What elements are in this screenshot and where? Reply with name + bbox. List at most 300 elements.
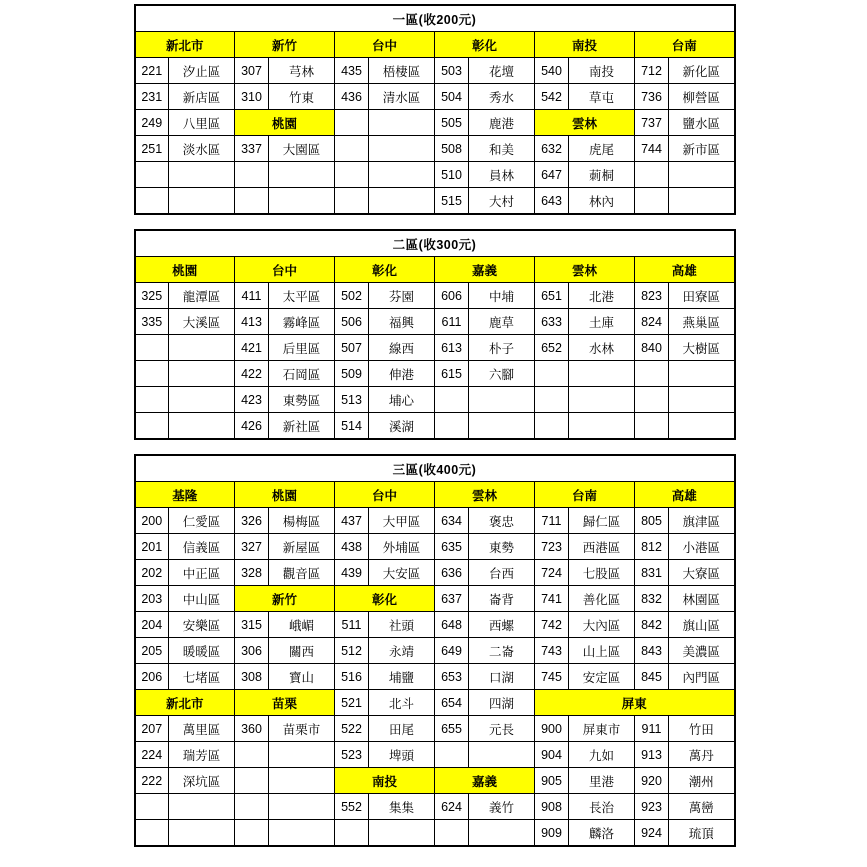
zip-code-cell: 327 — [235, 534, 269, 560]
district-name-cell: 小港區 — [669, 534, 735, 560]
district-name-cell — [669, 188, 735, 215]
zip-code-cell: 712 — [635, 58, 669, 84]
zip-code-cell: 634 — [435, 508, 469, 534]
zip-code-cell: 845 — [635, 664, 669, 690]
zone-table — [134, 4, 736, 215]
zip-code-cell: 307 — [235, 58, 269, 84]
county-subheader: 桃園 — [235, 110, 335, 136]
district-name-cell — [669, 387, 735, 413]
district-name-cell: 員林 — [469, 162, 535, 188]
zip-code-cell: 411 — [235, 283, 269, 309]
district-name-cell: 溪湖 — [369, 413, 435, 440]
county-header: 台南 — [535, 482, 635, 508]
district-name-cell: 草屯 — [569, 84, 635, 110]
district-name-cell: 萬里區 — [169, 716, 235, 742]
county-header: 桃園 — [235, 482, 335, 508]
district-name-cell — [369, 136, 435, 162]
zip-code-cell — [335, 162, 369, 188]
district-name-cell: 土庫 — [569, 309, 635, 335]
county-subheader: 苗栗 — [235, 690, 335, 716]
zip-code-cell — [235, 188, 269, 215]
zip-code-cell: 423 — [235, 387, 269, 413]
zip-code-cell: 421 — [235, 335, 269, 361]
district-name-cell: 外埔區 — [369, 534, 435, 560]
zip-code-cell — [135, 361, 169, 387]
zip-code-cell: 805 — [635, 508, 669, 534]
district-name-cell: 長治 — [569, 794, 635, 820]
zip-code-cell: 832 — [635, 586, 669, 612]
zip-code-cell: 843 — [635, 638, 669, 664]
zip-code-cell: 742 — [535, 612, 569, 638]
table-row — [135, 560, 735, 586]
district-name-cell: 七堵區 — [169, 664, 235, 690]
district-name-cell: 潮州 — [669, 768, 735, 794]
zip-code-cell: 513 — [335, 387, 369, 413]
district-name-cell: 花壇 — [469, 58, 535, 84]
county-subheader: 彰化 — [335, 586, 435, 612]
zip-code-cell: 824 — [635, 309, 669, 335]
county-header: 新竹 — [235, 32, 335, 58]
district-name-cell: 安定區 — [569, 664, 635, 690]
district-name-cell: 東勢 — [469, 534, 535, 560]
county-subheader: 雲林 — [535, 110, 635, 136]
district-name-cell: 瑞芳區 — [169, 742, 235, 768]
table-row — [135, 361, 735, 387]
county-header: 台中 — [235, 257, 335, 283]
zone-block — [134, 454, 734, 847]
zip-code-cell: 736 — [635, 84, 669, 110]
district-name-cell: 后里區 — [269, 335, 335, 361]
zip-code-cell: 651 — [535, 283, 569, 309]
zone-title-row — [135, 455, 735, 482]
district-name-cell: 里港 — [569, 768, 635, 794]
zip-code-cell — [535, 387, 569, 413]
district-name-cell: 福興 — [369, 309, 435, 335]
zip-code-cell: 909 — [535, 820, 569, 847]
county-header: 彰化 — [435, 32, 535, 58]
district-name-cell: 苗栗市 — [269, 716, 335, 742]
district-name-cell — [469, 387, 535, 413]
district-name-cell: 虎尾 — [569, 136, 635, 162]
zone-title: 一區(收200元) — [135, 5, 735, 32]
district-name-cell — [369, 110, 435, 136]
zones-container — [0, 4, 867, 847]
table-row — [135, 768, 735, 794]
zip-code-cell: 221 — [135, 58, 169, 84]
district-name-cell — [169, 162, 235, 188]
district-name-cell: 芎林 — [269, 58, 335, 84]
district-name-cell: 山上區 — [569, 638, 635, 664]
table-row — [135, 110, 735, 136]
zip-code-cell: 711 — [535, 508, 569, 534]
district-name-cell: 新店區 — [169, 84, 235, 110]
zip-code-cell: 905 — [535, 768, 569, 794]
district-name-cell: 龍潭區 — [169, 283, 235, 309]
district-name-cell: 萬巒 — [669, 794, 735, 820]
zip-code-cell — [135, 188, 169, 215]
zip-code-cell: 224 — [135, 742, 169, 768]
zip-code-cell: 508 — [435, 136, 469, 162]
table-row — [135, 162, 735, 188]
district-name-cell: 六腳 — [469, 361, 535, 387]
zip-code-cell — [335, 136, 369, 162]
zip-code-cell: 911 — [635, 716, 669, 742]
district-name-cell — [169, 387, 235, 413]
district-name-cell — [269, 820, 335, 847]
zip-code-cell: 206 — [135, 664, 169, 690]
zip-code-cell: 741 — [535, 586, 569, 612]
district-name-cell — [469, 413, 535, 440]
county-header: 雲林 — [535, 257, 635, 283]
zip-code-cell: 509 — [335, 361, 369, 387]
zip-code-cell: 506 — [335, 309, 369, 335]
zip-code-cell: 744 — [635, 136, 669, 162]
zip-code-cell — [435, 413, 469, 440]
zip-code-cell: 636 — [435, 560, 469, 586]
zip-code-cell: 325 — [135, 283, 169, 309]
district-name-cell: 新化區 — [669, 58, 735, 84]
district-name-cell: 集集 — [369, 794, 435, 820]
district-name-cell: 大寮區 — [669, 560, 735, 586]
table-row — [135, 508, 735, 534]
table-row — [135, 188, 735, 215]
zip-code-cell: 643 — [535, 188, 569, 215]
zip-code-cell: 920 — [635, 768, 669, 794]
zip-code-cell: 437 — [335, 508, 369, 534]
zip-code-cell: 249 — [135, 110, 169, 136]
district-name-cell — [269, 162, 335, 188]
zip-code-cell — [235, 742, 269, 768]
zip-code-cell — [135, 335, 169, 361]
county-header: 高雄 — [635, 257, 735, 283]
table-row — [135, 586, 735, 612]
zip-code-cell: 511 — [335, 612, 369, 638]
table-row — [135, 283, 735, 309]
zone-header-row — [135, 257, 735, 283]
zip-code-cell: 328 — [235, 560, 269, 586]
district-name-cell — [169, 820, 235, 847]
district-name-cell: 埔心 — [369, 387, 435, 413]
zip-code-cell: 438 — [335, 534, 369, 560]
zip-code-cell: 514 — [335, 413, 369, 440]
table-row — [135, 612, 735, 638]
district-name-cell: 清水區 — [369, 84, 435, 110]
zip-code-cell: 315 — [235, 612, 269, 638]
zip-code-cell: 649 — [435, 638, 469, 664]
district-name-cell: 大安區 — [369, 560, 435, 586]
table-row — [135, 84, 735, 110]
zip-code-cell: 923 — [635, 794, 669, 820]
district-name-cell: 田寮區 — [669, 283, 735, 309]
county-subheader: 新竹 — [235, 586, 335, 612]
table-row — [135, 335, 735, 361]
district-name-cell: 歸仁區 — [569, 508, 635, 534]
county-subheader: 南投 — [335, 768, 435, 794]
zip-code-cell — [635, 361, 669, 387]
table-row — [135, 534, 735, 560]
district-name-cell: 田尾 — [369, 716, 435, 742]
zip-code-cell: 200 — [135, 508, 169, 534]
district-name-cell — [369, 162, 435, 188]
district-name-cell — [469, 820, 535, 847]
table-row — [135, 58, 735, 84]
district-name-cell: 褒忠 — [469, 508, 535, 534]
zip-code-cell: 512 — [335, 638, 369, 664]
zip-code-cell: 924 — [635, 820, 669, 847]
district-name-cell: 旗山區 — [669, 612, 735, 638]
district-name-cell: 中山區 — [169, 586, 235, 612]
district-name-cell — [669, 361, 735, 387]
zip-code-cell: 231 — [135, 84, 169, 110]
zip-code-cell — [235, 162, 269, 188]
county-header: 高雄 — [635, 482, 735, 508]
zip-code-cell: 611 — [435, 309, 469, 335]
district-name-cell: 四湖 — [469, 690, 535, 716]
zip-code-cell: 202 — [135, 560, 169, 586]
zip-code-cell: 624 — [435, 794, 469, 820]
zip-code-cell — [235, 768, 269, 794]
district-name-cell — [169, 335, 235, 361]
county-header: 台中 — [335, 482, 435, 508]
district-name-cell: 大園區 — [269, 136, 335, 162]
zip-code-cell: 723 — [535, 534, 569, 560]
district-name-cell: 伸港 — [369, 361, 435, 387]
district-name-cell: 永靖 — [369, 638, 435, 664]
zip-code-cell: 435 — [335, 58, 369, 84]
county-header: 台中 — [335, 32, 435, 58]
zip-code-cell: 606 — [435, 283, 469, 309]
district-name-cell: 鹿港 — [469, 110, 535, 136]
district-name-cell: 柳營區 — [669, 84, 735, 110]
district-name-cell: 大甲區 — [369, 508, 435, 534]
district-name-cell: 仁愛區 — [169, 508, 235, 534]
district-name-cell — [369, 188, 435, 215]
zip-code-cell: 737 — [635, 110, 669, 136]
district-name-cell: 莿桐 — [569, 162, 635, 188]
zip-code-cell — [635, 413, 669, 440]
zip-code-cell: 655 — [435, 716, 469, 742]
district-name-cell: 七股區 — [569, 560, 635, 586]
zip-code-cell: 840 — [635, 335, 669, 361]
zip-code-cell: 724 — [535, 560, 569, 586]
district-name-cell — [369, 820, 435, 847]
zone-block — [134, 229, 734, 440]
district-name-cell: 崙背 — [469, 586, 535, 612]
district-name-cell: 中正區 — [169, 560, 235, 586]
table-row — [135, 664, 735, 690]
table-row — [135, 716, 735, 742]
zip-code-cell — [535, 413, 569, 440]
district-name-cell: 南投 — [569, 58, 635, 84]
zip-code-cell: 413 — [235, 309, 269, 335]
county-header: 彰化 — [335, 257, 435, 283]
district-name-cell: 線西 — [369, 335, 435, 361]
zip-code-cell: 745 — [535, 664, 569, 690]
district-name-cell — [269, 768, 335, 794]
district-name-cell: 內門區 — [669, 664, 735, 690]
zip-code-cell — [135, 413, 169, 440]
district-name-cell: 信義區 — [169, 534, 235, 560]
zip-code-cell: 842 — [635, 612, 669, 638]
county-header: 嘉義 — [435, 257, 535, 283]
district-name-cell: 北港 — [569, 283, 635, 309]
district-name-cell — [169, 361, 235, 387]
zip-code-cell: 648 — [435, 612, 469, 638]
zip-code-cell: 306 — [235, 638, 269, 664]
zip-code-cell: 635 — [435, 534, 469, 560]
zip-code-cell: 207 — [135, 716, 169, 742]
zip-code-cell: 542 — [535, 84, 569, 110]
zip-code-cell — [335, 820, 369, 847]
district-name-cell: 美濃區 — [669, 638, 735, 664]
district-name-cell: 汐止區 — [169, 58, 235, 84]
district-name-cell: 太平區 — [269, 283, 335, 309]
zip-code-cell: 439 — [335, 560, 369, 586]
district-name-cell: 石岡區 — [269, 361, 335, 387]
zip-code-cell: 502 — [335, 283, 369, 309]
district-name-cell — [169, 413, 235, 440]
district-name-cell: 九如 — [569, 742, 635, 768]
zip-code-cell: 204 — [135, 612, 169, 638]
district-name-cell: 台西 — [469, 560, 535, 586]
zip-code-cell: 308 — [235, 664, 269, 690]
district-name-cell: 竹東 — [269, 84, 335, 110]
zone-title-row — [135, 5, 735, 32]
zip-code-cell: 637 — [435, 586, 469, 612]
zip-code-cell: 310 — [235, 84, 269, 110]
zip-code-cell: 503 — [435, 58, 469, 84]
zip-code-cell: 900 — [535, 716, 569, 742]
district-name-cell: 新社區 — [269, 413, 335, 440]
district-name-cell: 水林 — [569, 335, 635, 361]
county-header: 桃園 — [135, 257, 235, 283]
county-header: 新北市 — [135, 32, 235, 58]
zip-code-cell: 360 — [235, 716, 269, 742]
district-name-cell: 竹田 — [669, 716, 735, 742]
zip-code-cell: 523 — [335, 742, 369, 768]
zip-code-cell: 522 — [335, 716, 369, 742]
zip-code-cell: 743 — [535, 638, 569, 664]
zip-code-cell: 904 — [535, 742, 569, 768]
district-name-cell: 琉頂 — [669, 820, 735, 847]
table-row — [135, 794, 735, 820]
district-name-cell — [169, 188, 235, 215]
zip-code-cell: 823 — [635, 283, 669, 309]
zip-code-cell — [335, 188, 369, 215]
zip-code-cell — [235, 820, 269, 847]
zip-code-cell: 654 — [435, 690, 469, 716]
district-name-cell: 口湖 — [469, 664, 535, 690]
zone-title: 二區(收300元) — [135, 230, 735, 257]
district-name-cell: 峨嵋 — [269, 612, 335, 638]
zone-block — [134, 4, 734, 215]
county-subheader: 新北市 — [135, 690, 235, 716]
zip-code-cell: 652 — [535, 335, 569, 361]
zip-code-cell: 647 — [535, 162, 569, 188]
zip-code-cell: 251 — [135, 136, 169, 162]
table-row — [135, 820, 735, 847]
district-name-cell: 朴子 — [469, 335, 535, 361]
zip-code-cell — [135, 820, 169, 847]
zone-title-row — [135, 230, 735, 257]
district-name-cell: 新屋區 — [269, 534, 335, 560]
district-name-cell: 萬丹 — [669, 742, 735, 768]
district-name-cell: 西港區 — [569, 534, 635, 560]
zip-code-cell — [335, 110, 369, 136]
zip-code-cell: 615 — [435, 361, 469, 387]
district-name-cell: 淡水區 — [169, 136, 235, 162]
zip-code-cell: 510 — [435, 162, 469, 188]
district-name-cell: 大溪區 — [169, 309, 235, 335]
district-name-cell: 楊梅區 — [269, 508, 335, 534]
table-row — [135, 638, 735, 664]
zip-code-cell: 201 — [135, 534, 169, 560]
zip-code-cell — [435, 387, 469, 413]
zip-code-cell: 337 — [235, 136, 269, 162]
zip-code-cell: 908 — [535, 794, 569, 820]
zip-code-cell: 203 — [135, 586, 169, 612]
district-name-cell: 善化區 — [569, 586, 635, 612]
district-name-cell: 霧峰區 — [269, 309, 335, 335]
district-name-cell — [569, 387, 635, 413]
table-row — [135, 309, 735, 335]
table-row — [135, 387, 735, 413]
district-name-cell: 寶山 — [269, 664, 335, 690]
zip-code-cell: 812 — [635, 534, 669, 560]
zip-code-cell — [135, 794, 169, 820]
zip-code-cell: 653 — [435, 664, 469, 690]
district-name-cell: 社頭 — [369, 612, 435, 638]
district-name-cell: 埤頭 — [369, 742, 435, 768]
district-name-cell: 中埔 — [469, 283, 535, 309]
district-name-cell — [569, 413, 635, 440]
district-name-cell: 大樹區 — [669, 335, 735, 361]
district-name-cell: 西螺 — [469, 612, 535, 638]
zone-header-row — [135, 32, 735, 58]
district-name-cell: 和美 — [469, 136, 535, 162]
district-name-cell: 暖暖區 — [169, 638, 235, 664]
zone-header-row — [135, 482, 735, 508]
zip-code-cell — [135, 162, 169, 188]
district-name-cell: 元長 — [469, 716, 535, 742]
district-name-cell: 深坑區 — [169, 768, 235, 794]
district-name-cell: 北斗 — [369, 690, 435, 716]
district-name-cell: 燕巢區 — [669, 309, 735, 335]
district-name-cell: 東勢區 — [269, 387, 335, 413]
district-name-cell — [669, 413, 735, 440]
zone-table — [134, 454, 736, 847]
zip-code-cell: 521 — [335, 690, 369, 716]
table-row — [135, 742, 735, 768]
district-name-cell — [269, 188, 335, 215]
district-name-cell: 埔鹽 — [369, 664, 435, 690]
zip-code-cell: 326 — [235, 508, 269, 534]
district-name-cell — [669, 162, 735, 188]
zip-code-cell: 436 — [335, 84, 369, 110]
zip-code-cell: 913 — [635, 742, 669, 768]
district-name-cell — [269, 742, 335, 768]
district-name-cell: 觀音區 — [269, 560, 335, 586]
district-name-cell: 秀水 — [469, 84, 535, 110]
district-name-cell: 大村 — [469, 188, 535, 215]
zip-code-cell: 222 — [135, 768, 169, 794]
zip-code-cell — [635, 188, 669, 215]
zip-code-cell — [635, 162, 669, 188]
county-header: 南投 — [535, 32, 635, 58]
district-name-cell — [569, 361, 635, 387]
district-name-cell: 義竹 — [469, 794, 535, 820]
district-name-cell: 麟洛 — [569, 820, 635, 847]
